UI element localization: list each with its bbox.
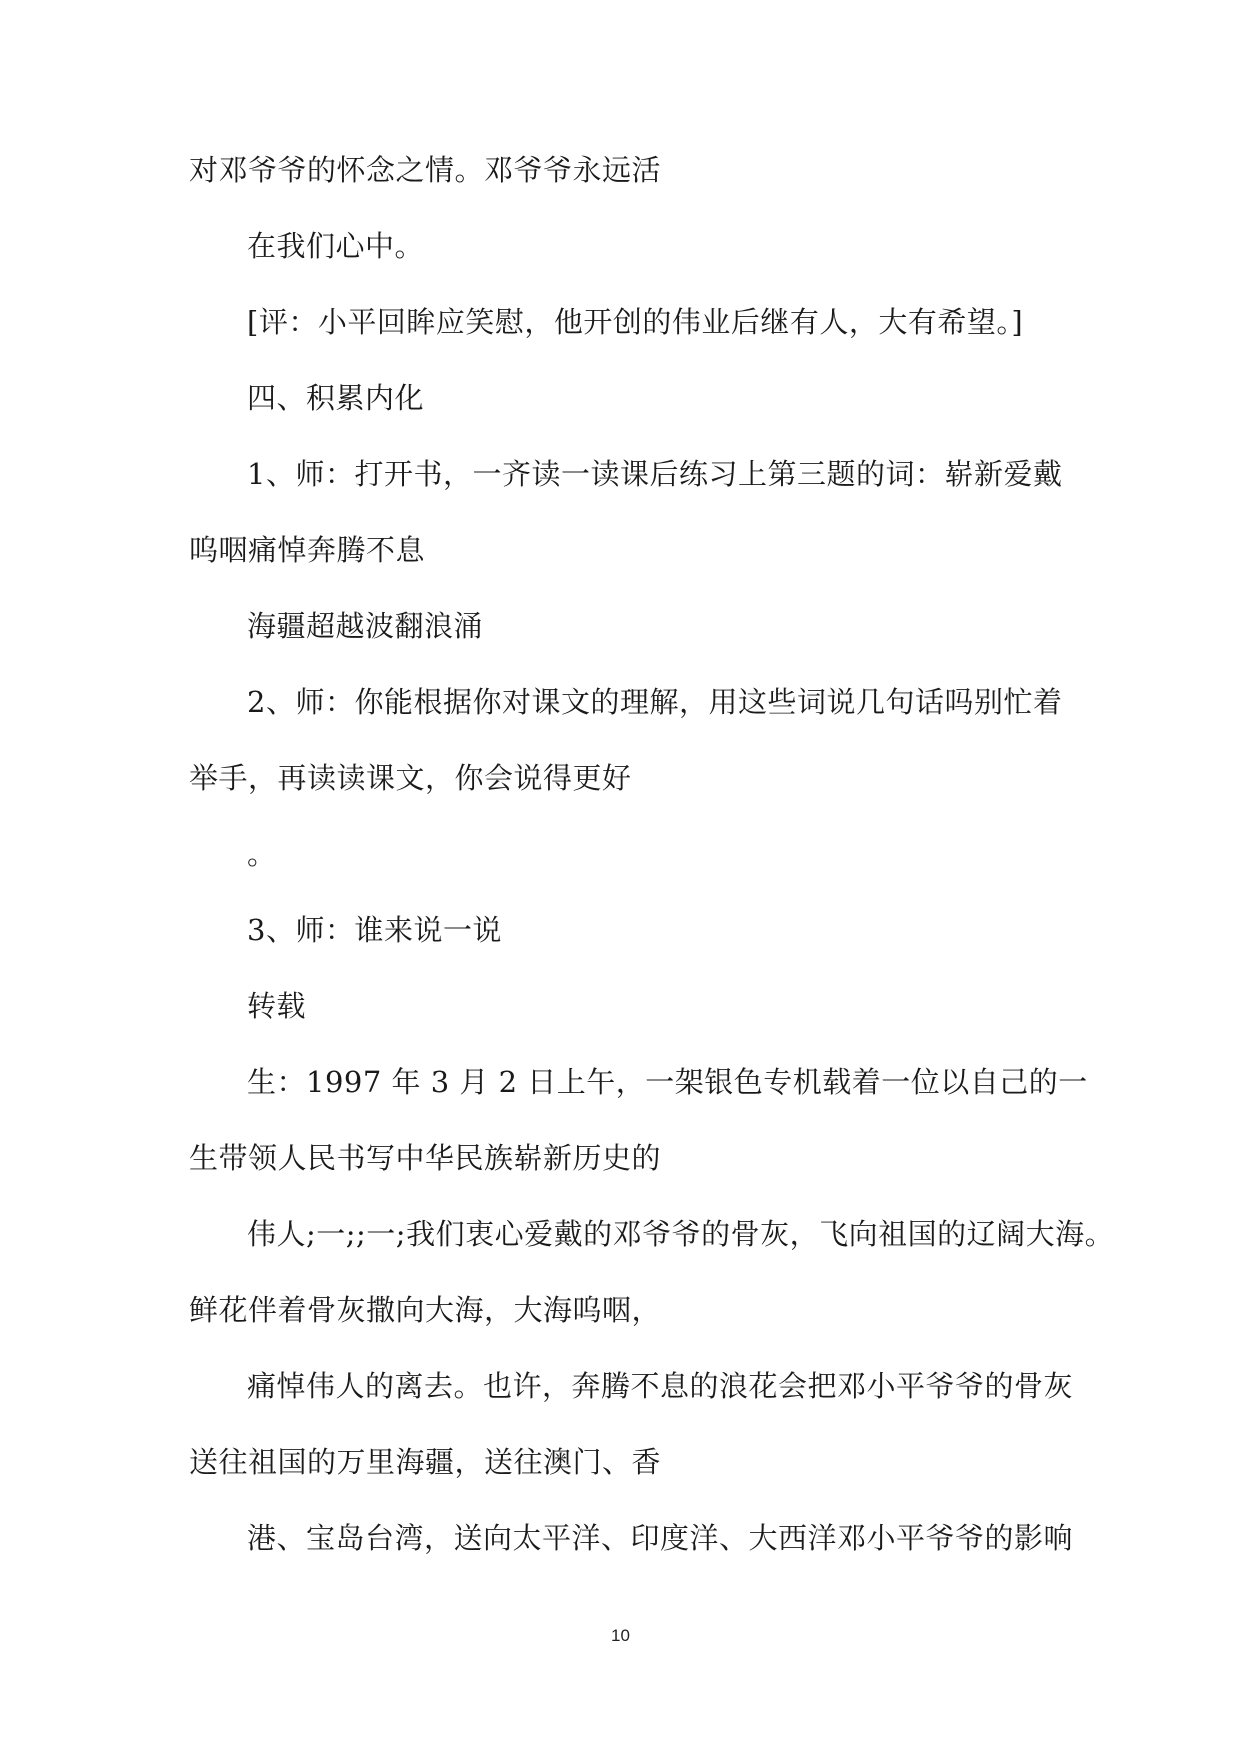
text-line: 1、师：打开书，一齐读一读课后练习上第三题的词：崭新爱戴 <box>247 457 1063 491</box>
text-line: 对邓爷爷的怀念之情。邓爷爷永远活 <box>189 153 662 187</box>
text-line: [评：小平回眸应笑慰，他开创的伟业后继有人，大有希望。] <box>247 305 1024 339</box>
text-line: 呜咽痛悼奔腾不息 <box>189 533 426 567</box>
text-line: 鲜花伴着骨灰撒向大海，大海呜咽， <box>189 1293 662 1327</box>
text-line: 转载 <box>247 989 307 1023</box>
text-line: 生：1997 年 3 月 2 日上午，一架银色专机载着一位以自己的一 <box>247 1065 1088 1099</box>
section-heading: 四、积累内化 <box>247 381 425 415</box>
text-line: 举手，再读读课文，你会说得更好 <box>189 761 632 795</box>
text-line: 痛悼伟人的离去。也许，奔腾不息的浪花会把邓小平爷爷的骨灰 <box>247 1369 1074 1403</box>
text-line: 在我们心中。 <box>247 229 425 263</box>
page-number: 10 <box>611 1626 630 1645</box>
text-line: 3、师：谁来说一说 <box>247 913 502 947</box>
text-line: 港、宝岛台湾，送向太平洋、印度洋、大西洋邓小平爷爷的影响 <box>247 1521 1074 1555</box>
text-line: 送往祖国的万里海疆，送往澳门、香 <box>189 1445 662 1479</box>
text-line: 伟人;一;;一;我们衷心爱戴的邓爷爷的骨灰，飞向祖国的辽阔大海。 <box>247 1217 1115 1251</box>
text-line: 。 <box>247 837 277 871</box>
text-line: 2、师：你能根据你对课文的理解，用这些词说几句话吗别忙着 <box>247 685 1063 719</box>
text-line: 海疆超越波翻浪涌 <box>247 609 484 643</box>
text-line: 生带领人民书写中华民族崭新历史的 <box>189 1141 662 1175</box>
